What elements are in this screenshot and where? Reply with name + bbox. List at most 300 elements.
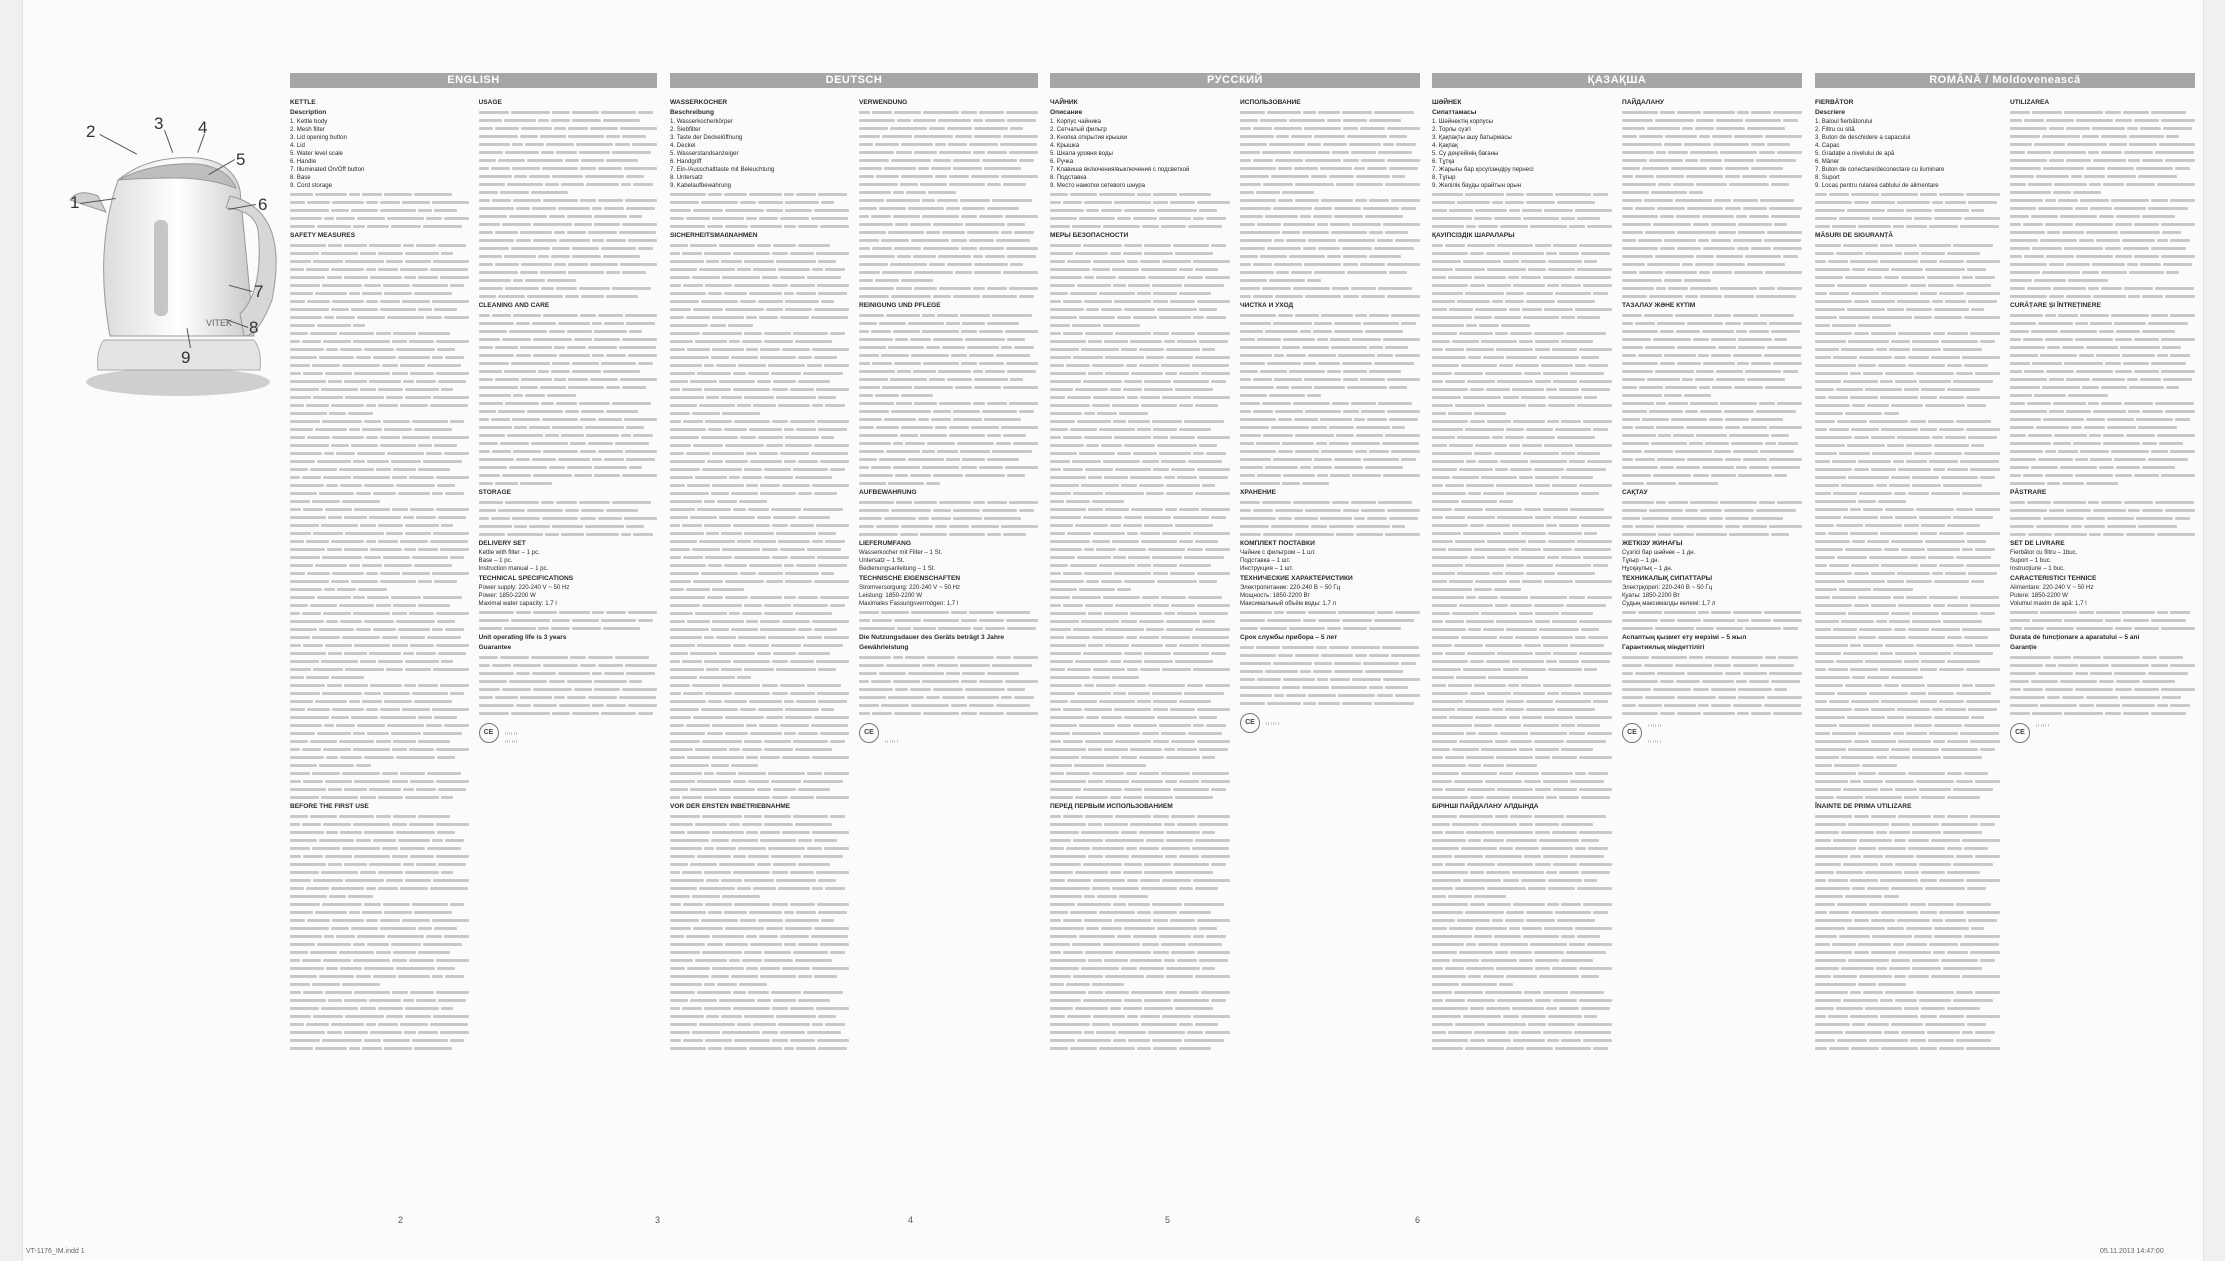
text-line bbox=[2010, 327, 2195, 335]
text-line bbox=[290, 297, 469, 305]
parts-list-item: 5. Water level scale bbox=[290, 150, 343, 157]
text-line bbox=[479, 506, 658, 514]
text-line bbox=[290, 649, 469, 657]
text-line bbox=[1622, 260, 1802, 268]
text-line bbox=[1815, 1028, 2000, 1036]
text-line bbox=[1432, 956, 1612, 964]
section-english bbox=[290, 73, 657, 1173]
text-line bbox=[1050, 529, 1230, 537]
tech-spec-heading: CARACTERISTICI TEHNICE bbox=[2010, 575, 2097, 582]
text-line bbox=[1622, 228, 1802, 236]
text-line bbox=[1432, 916, 1612, 924]
text-line bbox=[1622, 616, 1802, 624]
text-line bbox=[1240, 479, 1420, 487]
text-line bbox=[1240, 359, 1420, 367]
text-line bbox=[2010, 498, 2195, 506]
description-heading: Сипаттамасы bbox=[1432, 109, 1477, 116]
guarantee-heading: Guarantee bbox=[478, 644, 512, 651]
text-line bbox=[1815, 473, 2000, 481]
text-line bbox=[290, 836, 469, 844]
text-line bbox=[1432, 297, 1612, 305]
text-line bbox=[1050, 497, 1230, 505]
text-line bbox=[1240, 498, 1420, 506]
text-line bbox=[1050, 820, 1230, 828]
text-block bbox=[1240, 108, 1420, 300]
text-line bbox=[859, 244, 1038, 252]
text-line bbox=[290, 601, 469, 609]
text-line bbox=[1815, 198, 2000, 206]
parts-list-item: 4. Крышка bbox=[1050, 142, 1080, 149]
text-block bbox=[1240, 608, 1420, 632]
text-line bbox=[290, 1028, 469, 1036]
text-line bbox=[290, 705, 469, 713]
text-line bbox=[1240, 284, 1420, 292]
text-line bbox=[1815, 505, 2000, 513]
certification-box bbox=[1240, 711, 1420, 735]
text-line bbox=[1050, 345, 1230, 353]
parts-list-item: 4. Lid bbox=[290, 142, 305, 149]
text-line bbox=[1432, 812, 1612, 820]
text-line bbox=[1050, 844, 1230, 852]
description-heading: Beschreibung bbox=[670, 109, 714, 116]
text-block bbox=[479, 311, 658, 487]
text-line bbox=[1050, 836, 1230, 844]
parts-list bbox=[290, 118, 469, 190]
storage-heading: САҚТАУ bbox=[1622, 489, 1648, 496]
text-line bbox=[885, 721, 897, 729]
text-line bbox=[670, 505, 849, 513]
section-russian bbox=[1050, 73, 1420, 1173]
text-line bbox=[1050, 249, 1230, 257]
text-line bbox=[859, 608, 1038, 616]
text-line bbox=[1050, 892, 1230, 900]
text-line bbox=[1432, 1012, 1612, 1020]
text-line bbox=[479, 252, 658, 260]
text-line bbox=[859, 677, 1038, 685]
text-line bbox=[1240, 375, 1420, 383]
parts-list-item: 8. Подставка bbox=[1050, 174, 1087, 181]
text-line bbox=[1050, 281, 1230, 289]
text-line bbox=[670, 617, 849, 625]
text-line bbox=[2010, 471, 2195, 479]
text-line bbox=[859, 188, 1038, 196]
text-line bbox=[479, 677, 658, 685]
tech-spec-heading: TECHNISCHE EIGENSCHAFTEN bbox=[859, 575, 961, 582]
text-line bbox=[1050, 601, 1230, 609]
text-line bbox=[1622, 164, 1802, 172]
text-line bbox=[2010, 319, 2195, 327]
text-line bbox=[1622, 423, 1802, 431]
text-line bbox=[670, 713, 849, 721]
text-line bbox=[1622, 463, 1802, 471]
text-line bbox=[859, 530, 1038, 538]
parts-list bbox=[1432, 118, 1612, 190]
text-line bbox=[1050, 617, 1230, 625]
parts-list bbox=[1815, 118, 2000, 190]
text-line bbox=[290, 214, 469, 222]
text-line bbox=[2010, 375, 2195, 383]
text-line bbox=[1050, 190, 1230, 198]
text-line bbox=[479, 124, 658, 132]
text-line bbox=[290, 377, 469, 385]
text-line bbox=[479, 447, 658, 455]
text-line bbox=[859, 124, 1038, 132]
text-line bbox=[1432, 988, 1612, 996]
text-line bbox=[1815, 964, 2000, 972]
text-line bbox=[1815, 713, 2000, 721]
text-line bbox=[1432, 433, 1612, 441]
text-line bbox=[2010, 228, 2195, 236]
delivery-item: Kettle with filter – 1 pc. bbox=[478, 549, 540, 556]
text-line bbox=[1622, 375, 1802, 383]
text-line bbox=[1622, 204, 1802, 212]
text-line bbox=[1622, 608, 1802, 616]
text-line bbox=[2010, 407, 2195, 415]
text-line bbox=[1050, 553, 1230, 561]
text-line bbox=[1050, 705, 1230, 713]
text-line bbox=[1050, 577, 1230, 585]
text-line bbox=[1815, 521, 2000, 529]
text-line bbox=[1432, 521, 1612, 529]
text-line bbox=[1050, 753, 1230, 761]
text-line bbox=[290, 868, 469, 876]
text-line bbox=[670, 265, 849, 273]
text-line bbox=[1050, 289, 1230, 297]
text-line bbox=[1050, 265, 1230, 273]
text-column-right bbox=[1622, 97, 1802, 1052]
text-line bbox=[2010, 415, 2195, 423]
text-line bbox=[1240, 319, 1420, 327]
text-line bbox=[1050, 537, 1230, 545]
text-line bbox=[1622, 140, 1802, 148]
text-line bbox=[1432, 361, 1612, 369]
text-line bbox=[479, 359, 658, 367]
text-line bbox=[479, 709, 658, 717]
text-line bbox=[670, 409, 849, 417]
text-line bbox=[290, 497, 469, 505]
text-line bbox=[290, 305, 469, 313]
text-line bbox=[2010, 268, 2195, 276]
text-line bbox=[1050, 393, 1230, 401]
text-line bbox=[1432, 729, 1612, 737]
text-line bbox=[1432, 401, 1612, 409]
text-line bbox=[1432, 585, 1612, 593]
text-line bbox=[859, 375, 1038, 383]
tech-spec-item: Қуаты: 1850-2200 Вт bbox=[1622, 592, 1680, 599]
text-line bbox=[859, 447, 1038, 455]
text-line bbox=[859, 463, 1038, 471]
text-line bbox=[1432, 593, 1612, 601]
parts-list-item: 2. Siebfilter bbox=[670, 126, 701, 133]
text-line bbox=[1240, 415, 1420, 423]
text-line bbox=[1622, 479, 1802, 487]
text-line bbox=[2010, 335, 2195, 343]
text-line bbox=[1432, 892, 1612, 900]
tech-spec-item: Power: 1850-2200 W bbox=[478, 592, 536, 599]
tech-spec-item: Alimentare: 220-240 V ~ 50 Hz bbox=[2010, 584, 2094, 591]
text-block bbox=[859, 498, 1038, 538]
text-line bbox=[2010, 455, 2195, 463]
text-line bbox=[1622, 148, 1802, 156]
text-line bbox=[290, 884, 469, 892]
text-line bbox=[1432, 673, 1612, 681]
delivery-item: Нұсқаулық – 1 дн. bbox=[1622, 565, 1673, 572]
parts-list-item: 9. Cord storage bbox=[290, 182, 333, 189]
text-line bbox=[1815, 553, 2000, 561]
text-line bbox=[1815, 409, 2000, 417]
certification-box bbox=[2010, 721, 2195, 745]
text-line bbox=[290, 1004, 469, 1012]
text-line bbox=[2010, 196, 2195, 204]
text-line bbox=[1432, 553, 1612, 561]
text-line bbox=[290, 876, 469, 884]
text-line bbox=[1432, 753, 1612, 761]
cleaning-heading: ЧИСТКА И УХОД bbox=[1240, 302, 1294, 309]
text-line bbox=[1815, 257, 2000, 265]
text-line bbox=[1432, 996, 1612, 1004]
text-line bbox=[479, 471, 658, 479]
text-line bbox=[290, 665, 469, 673]
text-line bbox=[2010, 351, 2195, 359]
text-line bbox=[2010, 172, 2195, 180]
text-line bbox=[505, 737, 517, 745]
usage-heading: UTILIZAREA bbox=[2010, 99, 2050, 106]
text-line bbox=[1815, 601, 2000, 609]
text-line bbox=[859, 284, 1038, 292]
text-line bbox=[670, 289, 849, 297]
text-line bbox=[1240, 204, 1420, 212]
text-line bbox=[859, 108, 1038, 116]
text-line bbox=[1432, 785, 1612, 793]
text-line bbox=[670, 561, 849, 569]
text-line bbox=[1815, 345, 2000, 353]
text-line bbox=[2010, 423, 2195, 431]
text-line bbox=[859, 685, 1038, 693]
text-line bbox=[670, 737, 849, 745]
text-line bbox=[1622, 212, 1802, 220]
text-line bbox=[1622, 407, 1802, 415]
text-line bbox=[859, 616, 1038, 624]
text-line bbox=[1050, 257, 1230, 265]
text-line bbox=[859, 709, 1038, 717]
text-line bbox=[1050, 337, 1230, 345]
parts-list-item: 9. Желілік бауды орайтын орын bbox=[1432, 182, 1522, 189]
text-block bbox=[290, 241, 469, 801]
text-line bbox=[1432, 393, 1612, 401]
parts-list-item: 6. Handgriff bbox=[670, 158, 702, 165]
text-line bbox=[1050, 593, 1230, 601]
text-line bbox=[1240, 156, 1420, 164]
text-line bbox=[1815, 769, 2000, 777]
text-line bbox=[1622, 447, 1802, 455]
text-line bbox=[290, 828, 469, 836]
parts-list-item: 6. Ручка bbox=[1050, 158, 1074, 165]
text-line bbox=[1432, 876, 1612, 884]
ce-mark-icon: CE bbox=[2010, 723, 2030, 743]
text-line bbox=[1815, 932, 2000, 940]
text-line bbox=[670, 980, 849, 988]
text-line bbox=[670, 1020, 849, 1028]
text-line bbox=[1050, 785, 1230, 793]
text-line bbox=[1050, 657, 1230, 665]
text-line bbox=[670, 353, 849, 361]
text-line bbox=[1815, 222, 2000, 230]
tech-spec-item: Судың максималды көлемі: 1,7 л bbox=[1622, 600, 1716, 607]
text-line bbox=[290, 761, 469, 769]
text-line bbox=[2010, 479, 2195, 487]
text-block bbox=[2036, 721, 2048, 745]
text-block bbox=[1622, 653, 1802, 717]
text-line bbox=[670, 812, 849, 820]
text-line bbox=[1050, 1004, 1230, 1012]
delivery-item: Инструкция – 1 шт. bbox=[1240, 565, 1294, 572]
text-line bbox=[670, 609, 849, 617]
text-line bbox=[290, 369, 469, 377]
text-line bbox=[1240, 399, 1420, 407]
text-line bbox=[1815, 190, 2000, 198]
parts-list-item: 1. Корпус чайника bbox=[1050, 118, 1102, 125]
parts-list-item: 2. Mesh filter bbox=[290, 126, 325, 133]
text-line bbox=[479, 431, 658, 439]
text-line bbox=[290, 932, 469, 940]
page-number: 3 bbox=[655, 1215, 661, 1225]
text-line bbox=[1432, 198, 1612, 206]
text-line bbox=[1432, 689, 1612, 697]
delivery-heading: SET DE LIVRARE bbox=[2010, 540, 2065, 547]
text-line bbox=[1432, 657, 1612, 665]
text-line bbox=[670, 593, 849, 601]
text-line bbox=[479, 172, 658, 180]
kettle-drawing bbox=[58, 100, 298, 400]
text-line bbox=[859, 236, 1038, 244]
text-line bbox=[859, 653, 1038, 661]
text-line bbox=[479, 498, 658, 506]
text-line bbox=[1050, 585, 1230, 593]
guarantee-heading: Gewährleistung bbox=[859, 644, 909, 651]
text-line bbox=[2010, 431, 2195, 439]
text-line bbox=[859, 116, 1038, 124]
product-title: WASSERKOCHER bbox=[670, 99, 728, 106]
text-line bbox=[670, 689, 849, 697]
text-line bbox=[1815, 876, 2000, 884]
tech-spec-item: Leistung: 1850-2200 W bbox=[859, 592, 923, 599]
text-line bbox=[670, 916, 849, 924]
text-line bbox=[1815, 948, 2000, 956]
callout-5: 5 bbox=[236, 150, 246, 169]
first-use-heading: БІРІНШІ ПАЙДАЛАНУ АЛДЫНДА bbox=[1432, 803, 1539, 810]
text-line bbox=[1432, 449, 1612, 457]
callout-9: 9 bbox=[181, 348, 191, 367]
storage-heading: AUFBEWAHRUNG bbox=[859, 489, 917, 496]
text-column-right bbox=[859, 97, 1038, 1052]
text-line bbox=[1432, 633, 1612, 641]
text-line bbox=[1622, 709, 1802, 717]
text-line bbox=[1815, 785, 2000, 793]
text-line bbox=[1050, 956, 1230, 964]
text-line bbox=[1050, 900, 1230, 908]
text-line bbox=[1050, 868, 1230, 876]
text-line bbox=[479, 685, 658, 693]
text-line bbox=[1622, 124, 1802, 132]
callout-7: 7 bbox=[254, 282, 264, 301]
text-line bbox=[670, 761, 849, 769]
text-line bbox=[290, 617, 469, 625]
text-line bbox=[670, 345, 849, 353]
product-title: ЧАЙНИК bbox=[1050, 99, 1078, 106]
text-line bbox=[290, 457, 469, 465]
text-line bbox=[1240, 164, 1420, 172]
text-line bbox=[670, 481, 849, 489]
text-block bbox=[1050, 812, 1230, 1052]
text-line bbox=[290, 900, 469, 908]
tech-spec-item: Maximal water capacity: 1.7 l bbox=[478, 600, 557, 607]
text-line bbox=[1240, 506, 1420, 514]
text-line bbox=[479, 463, 658, 471]
text-line bbox=[1432, 313, 1612, 321]
text-line bbox=[1050, 489, 1230, 497]
text-line bbox=[479, 455, 658, 463]
text-line bbox=[479, 284, 658, 292]
text-block bbox=[1432, 241, 1612, 801]
text-line bbox=[670, 377, 849, 385]
text-line bbox=[1050, 521, 1230, 529]
cleaning-heading: CLEANING AND CARE bbox=[478, 302, 550, 309]
text-line bbox=[1815, 385, 2000, 393]
text-line bbox=[859, 383, 1038, 391]
text-line bbox=[1815, 625, 2000, 633]
text-line bbox=[2010, 212, 2195, 220]
certification-box bbox=[479, 721, 658, 745]
text-line bbox=[1815, 441, 2000, 449]
text-line bbox=[1432, 900, 1612, 908]
text-line bbox=[1815, 1020, 2000, 1028]
text-line bbox=[1432, 489, 1612, 497]
text-block bbox=[1622, 311, 1802, 487]
text-line bbox=[290, 1036, 469, 1044]
operating-life: Unit operating life is 3 years bbox=[478, 634, 567, 641]
text-line bbox=[670, 876, 849, 884]
text-line bbox=[1240, 699, 1420, 707]
text-line bbox=[1050, 473, 1230, 481]
text-line bbox=[1815, 681, 2000, 689]
certification-box bbox=[1622, 721, 1802, 745]
text-line bbox=[1240, 530, 1420, 538]
safety-heading: SAFETY MEASURES bbox=[290, 232, 356, 239]
text-line bbox=[1815, 617, 2000, 625]
text-line bbox=[479, 522, 658, 530]
parts-list-item: 7. Ein-/Ausschalttaste mit Beleuchtung bbox=[670, 166, 775, 173]
text-line bbox=[1050, 948, 1230, 956]
product-title: KETTLE bbox=[290, 99, 316, 106]
text-line bbox=[479, 423, 658, 431]
usage-heading: USAGE bbox=[478, 99, 502, 106]
text-line bbox=[290, 673, 469, 681]
text-line bbox=[1432, 497, 1612, 505]
text-line bbox=[1815, 545, 2000, 553]
delivery-item: Wasserkocher mit Filter – 1 St. bbox=[859, 549, 943, 556]
text-line bbox=[1432, 793, 1612, 801]
text-line bbox=[859, 522, 1038, 530]
text-line bbox=[1050, 417, 1230, 425]
text-line bbox=[670, 489, 849, 497]
text-line bbox=[1432, 537, 1612, 545]
text-line bbox=[859, 164, 1038, 172]
text-line bbox=[1432, 860, 1612, 868]
text-line bbox=[2036, 737, 2048, 745]
text-line bbox=[1815, 497, 2000, 505]
text-line bbox=[1240, 651, 1420, 659]
text-line bbox=[2010, 108, 2195, 116]
